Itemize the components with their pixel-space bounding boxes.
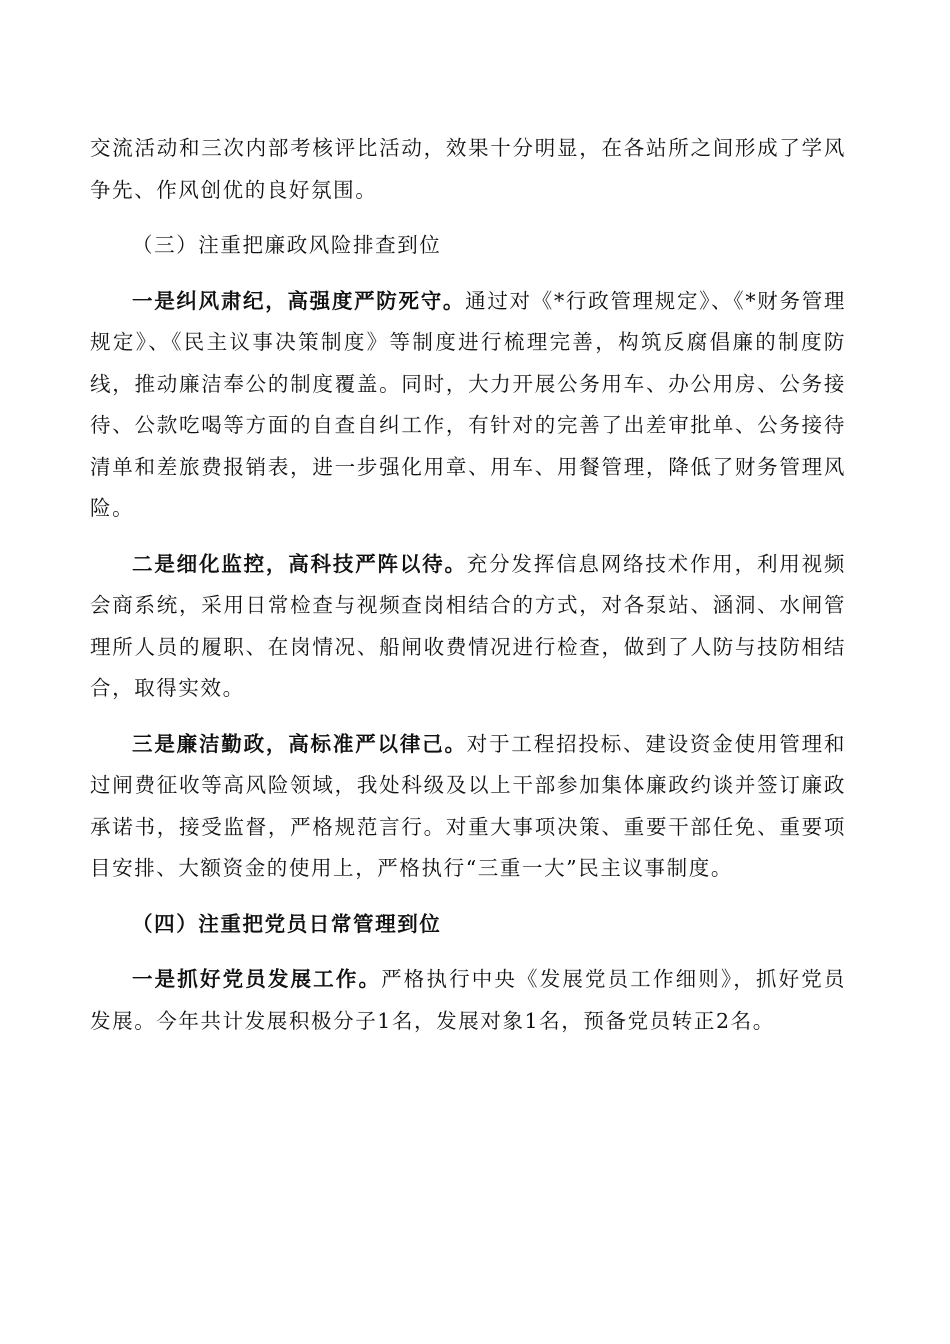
paragraph-lead: 二是细化监控，高科技严阵以待。	[132, 551, 467, 576]
paragraph-party-development	[90, 959, 846, 1042]
section-heading-3: （三）注重把廉政风险排查到位	[132, 233, 442, 257]
paragraph-lead: 一是纠风肃纪，高强度严防死守。	[132, 288, 466, 313]
paragraph-lead: 三是廉洁勤政，高标准严以律己。	[132, 731, 467, 756]
paragraph-lead: 一是抓好党员发展工作。	[132, 967, 382, 991]
paragraph-body: 严格执行中央《发展党员工作细则》，抓好党员发展。今年共计发展积极分子1名，发展对象1名，预备党员转正2名。	[90, 967, 846, 1033]
paragraph-body: 充分发挥信息网络技术作用，利用视频会商系统，采用日常检查与视频查岗相结合的方式，对各泵站、涵洞、水闸管理所人员的履职、在岗情况、船闸收费情况进行检查，做到了人防与技防相结合，取得实效。	[90, 551, 847, 700]
section-heading-4: （四）注重把党员日常管理到位	[132, 911, 442, 936]
paragraph-body: 对于工程招投标、建设资金使用管理和过闸费征收等高风险领域，我处科级及以上干部参加集体廉政约谈并签订廉政承诺书，接受监督，严格规范言行。对重大事项决策、重要干部任免、重要项目安排、大额资金的使用上，严格执行“三重一大”民主议事制度。	[90, 731, 847, 880]
paragraph-body: 通过对《*行政管理规定》、《*财务管理规定》、《民主议事决策制度》等制度进行梳理完善，构筑反腐倡廉的制度防线，推动廉洁奉公的制度覆盖。同时，大力开展公务用车、办公用房、公务接待、公款吃喝等方面的自查自纠工作，有针对的完善了出差审批单、公务接待清单和差旅费报销表，进一步强化用章、用车、用餐管理，降低了财务管理风险。	[90, 288, 846, 520]
paragraph-continuation: 交流活动和三次内部考核评比活动，效果十分明显，在各站所之间形成了学风争先、作风创优的良好氛围。	[90, 136, 846, 202]
paragraph-monitoring	[90, 544, 846, 710]
paragraph-discipline	[90, 281, 846, 530]
paragraph-integrity	[90, 724, 846, 890]
